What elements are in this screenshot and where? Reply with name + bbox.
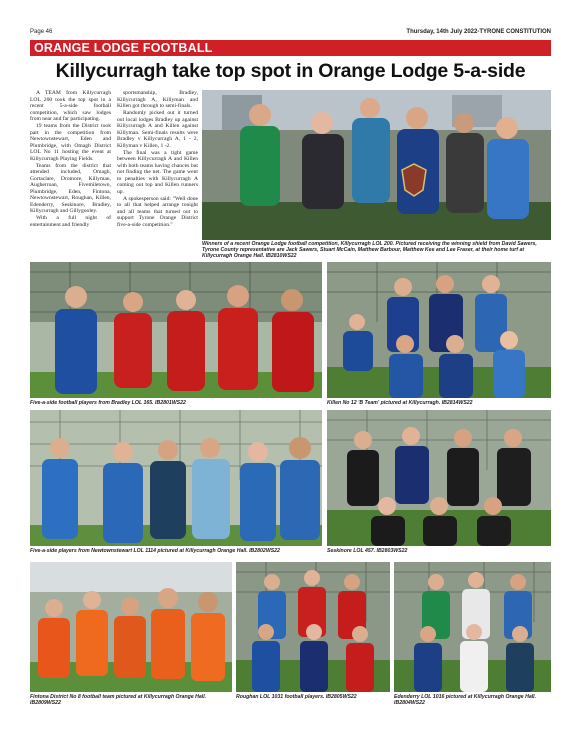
caption-bradley: Five-a-side football players from Bradley LOL 165. IB2801WS22 [30,400,186,406]
photo-killen [327,262,551,398]
photo-roughan [236,562,390,692]
headline: Killycurragh take top spot in Orange Lodge 5-a-side [55,60,526,82]
section-title: ORANGE LODGE FOOTBALL [34,41,213,55]
page-number: Page 46 [30,29,53,35]
caption-killen: Killen No 12 'B Team' pictured at Killycurragh. IB2814WS22 [327,400,473,406]
article-paragraph: A spokesperson said: "Well done to all that helped arrange tonight and all teams that turned out to support Tyrone Orange District five-a-side competition." [117,195,198,228]
section-band [30,40,551,56]
photo-fintona [30,562,232,692]
article-paragraph: A TEAM from Killycurragh LOL 200 took the top spot in a recent 5-a-side football competition, which saw lodges from near and far participating. [30,90,111,122]
article-paragraph: sportsmanship, Bradley, Killycurragh A, Killyman and Killen got through to semi-finals. [117,90,198,109]
article-paragraph: Randomly picked out it turned out local lodges Bradley up against Killycurragh A and Killen against Killyman. Semi-finals results were Bradley v Killycurragh A, 1 - 2, Killyman v Killen, 1 -2. [117,110,198,149]
article-paragraph: 19 teams from the District took part in the competition from Newtownstewart, Eden and Plumbridge, with Omagh District LOL No 11 hosting the event at Killycurragh Playing Fields. [30,123,111,162]
article-body [30,90,198,258]
caption-newtownstewart: Five-a-side players from Newtownstewart LOL 1114 pictured at Killycurragh Orange Hall. IB2802WS22 [30,548,280,554]
caption-main: Winners of a recent Orange Lodge football competition, Killycurragh LOL 200. Pictured receiving the winning shield from David Sawers, Tyrone County representative are Jack Sawers, Stuart McCain, Matthew Barbour, Matthew Kee and Lee Fraser, at their home turf at Killycurragh Orange Hall. IB2810WS22 [202,241,537,259]
photo-bradley [30,262,322,398]
photo-edenderry [394,562,551,692]
photo-seskinore [327,410,551,546]
photo-newtownstewart [30,410,322,546]
publication-date: Thursday, 14th July 2022-TYRONE CONSTITUTION [406,29,551,35]
caption-fintona: Fintona District No 8 football team pictured at Killycurragh Orange Hall. IB2809WS22 [30,694,207,706]
page-header [30,28,551,38]
photo-main-winners [202,90,551,240]
article-paragraph: The final was a tight game between Killycurragh A and Killen with both teams having chances but not finding the net. The game went to penalties with Killycurragh A coming out top and Killen runners up. [117,149,198,195]
caption-seskinore: Seskinore LOL 457. IB2803WS22 [327,548,408,554]
caption-edenderry: Edenderry LOL 1016 pictured at Killycurragh Orange Hall. IB2804WS22 [394,694,537,706]
article-paragraph: Teams from the district that attended included, Omagh, Gortaclare, Dromore, Killyman, Augherroan, Fivemiletown, Plumbridge, Eden, Fintona, Newtownstewart, Roughan, Killen, Edenderry, Seskinore, Bradley, Killycurragh and Gillygooley. [30,162,111,214]
caption-roughan: Roughan LOL 1031 football players. IB2805WS22 [236,694,357,700]
article-paragraph: With a full night of entertainment and friendly [30,215,111,228]
